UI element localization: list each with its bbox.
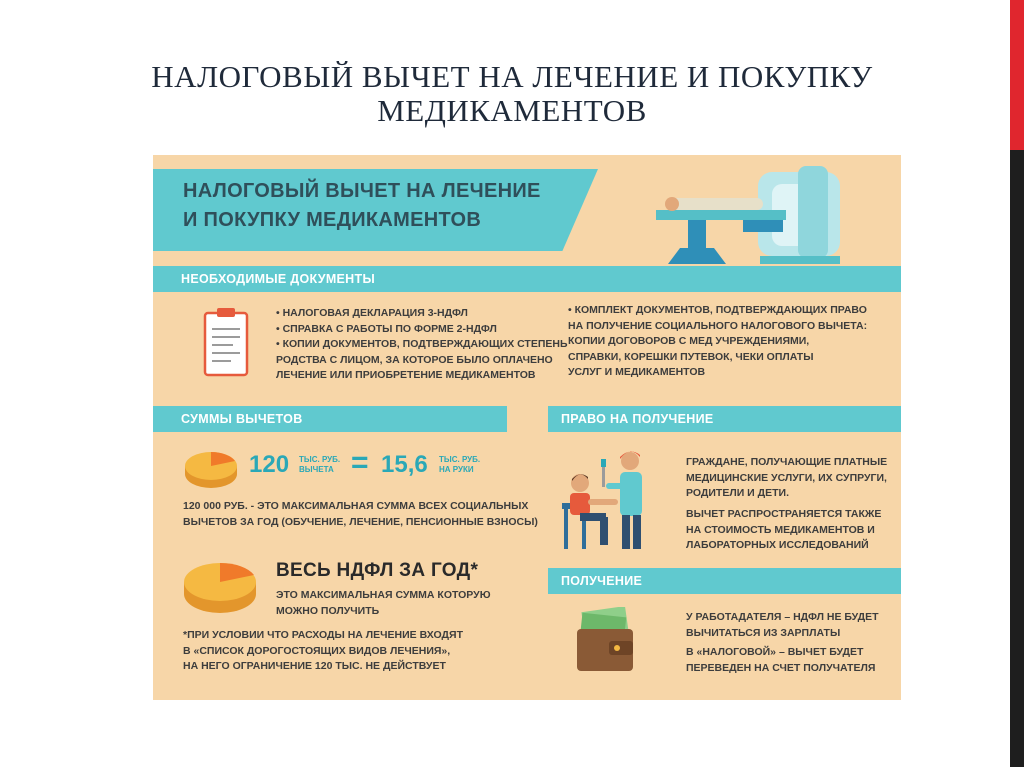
receiving-header: ПОЛУЧЕНИЕ [561, 574, 643, 588]
receiving-line: ВЫЧИТАТЬСЯ ИЗ ЗАРПЛАТЫ [686, 626, 841, 639]
sums-description [183, 499, 538, 530]
sum-amount: 120 [249, 451, 290, 478]
footnote-line: НА НЕГО ОГРАНИЧЕНИЕ 120 ТЫС. НЕ ДЕЙСТВУЕТ [183, 660, 446, 672]
slide-title [70, 60, 954, 128]
sums-desc-line: 120 000 РУБ. - ЭТО МАКСИМАЛЬНАЯ СУММА ВСЕХ СОЦИАЛЬНЫХ [183, 500, 529, 512]
footnote-line: В «СПИСОК ДОРОГОСТОЯЩИХ ВИДОВ ЛЕЧЕНИЯ», [183, 644, 451, 657]
banner-line-1: НАЛОГОВЫЙ ВЫЧЕТ НА ЛЕЧЕНИЕ [183, 180, 541, 202]
pie-chart-icon [181, 557, 259, 617]
banner-line-2: И ПОКУПКУ МЕДИКАМЕНТОВ [183, 209, 482, 231]
infographic [153, 155, 901, 700]
rights-line: МЕДИЦИНСКИЕ УСЛУГИ, ИХ СУПРУГИ, [686, 471, 887, 484]
receiving-line: У РАБОТАДАТЕЛЯ – НДФЛ НЕ БУДЕТ [686, 611, 879, 623]
rights-line: ВЫЧЕТ РАСПРОСТРАНЯЕТСЯ ТАКЖЕ [686, 508, 882, 520]
documents-right-list [568, 303, 867, 381]
slide-title-line-2: МЕДИКАМЕНТОВ [377, 93, 647, 128]
full-desc-line: МОЖНО ПОЛУЧИТЬ [276, 604, 380, 617]
sum-amount-label-2: ВЫЧЕТА [299, 465, 334, 474]
sum-amount-label [299, 455, 340, 475]
sum-result: 15,6 [381, 451, 428, 478]
sums-desc-line: ВЫЧЕТОВ ЗА ГОД (ОБУЧЕНИЕ, ЛЕЧЕНИЕ, ПЕНСИОННЫЕ ВЗНОСЫ) [183, 515, 538, 528]
list-item: РОДСТВА С ЛИЦОМ, ЗА КОТОРОЕ БЫЛО ОПЛАЧЕНО [276, 353, 553, 366]
sum-result-label [439, 455, 480, 475]
documents-header: НЕОБХОДИМЫЕ ДОКУМЕНТЫ [181, 272, 375, 286]
rights-line: РОДИТЕЛИ И ДЕТИ. [686, 487, 789, 499]
footnote-line: *ПРИ УСЛОВИИ ЧТО РАСХОДЫ НА ЛЕЧЕНИЕ ВХОДЯТ [183, 629, 463, 641]
receiving-line: ПЕРЕВЕДЕН НА СЧЕТ ПОЛУЧАТЕЛЯ [686, 661, 876, 674]
list-item: • НАЛОГОВАЯ ДЕКЛАРАЦИЯ 3-НДФЛ [276, 307, 468, 319]
receiving-paragraph-1 [686, 610, 879, 641]
receiving-line: В «НАЛОГОВОЙ» – ВЫЧЕТ БУДЕТ [686, 646, 864, 658]
rights-header: ПРАВО НА ПОЛУЧЕНИЕ [561, 412, 714, 426]
list-item: • СПРАВКА С РАБОТЫ ПО ФОРМЕ 2-НДФЛ [276, 322, 497, 335]
rights-line: ЛАБОРАТОРНЫХ ИССЛЕДОВАНИЙ [686, 539, 869, 551]
mri-scanner-icon [648, 160, 868, 268]
full-tax-title: ВЕСЬ НДФЛ ЗА ГОД* [276, 560, 479, 581]
documents-left-list [276, 306, 568, 384]
doctor-patient-icon [558, 445, 668, 555]
full-tax-description [276, 588, 491, 619]
slide-title-line-1: НАЛОГОВЫЙ ВЫЧЕТ НА ЛЕЧЕНИЕ И ПОКУПКУ [151, 59, 873, 94]
list-item: • КОМПЛЕКТ ДОКУМЕНТОВ, ПОДТВЕРЖДАЮЩИХ ПРАВО [568, 304, 867, 316]
sum-amount-label-1: ТЫС. РУБ. [299, 455, 341, 464]
clipboard-icon [203, 307, 249, 377]
rights-paragraph-2 [686, 507, 881, 554]
sum-result-label-2: НА РУКИ [439, 465, 474, 474]
wallet-icon [573, 607, 637, 673]
list-item: СПРАВКИ, КОРЕШКИ ПУТЕВОК, ЧЕКИ ОПЛАТЫ [568, 350, 814, 363]
receiving-paragraph-2 [686, 645, 875, 676]
pie-chart-icon [183, 448, 239, 490]
list-item: КОПИИ ДОГОВОРОВ С МЕД УЧРЕЖДЕНИЯМИ, [568, 335, 810, 347]
full-desc-line: ЭТО МАКСИМАЛЬНАЯ СУММА КОТОРУЮ [276, 589, 491, 601]
sum-result-label-1: ТЫС. РУБ. [439, 455, 481, 464]
rights-line: ГРАЖДАНЕ, ПОЛУЧАЮЩИЕ ПЛАТНЫЕ [686, 456, 888, 468]
slide-accent-red [1010, 0, 1024, 150]
infographic-banner-title [183, 177, 541, 235]
sums-header: СУММЫ ВЫЧЕТОВ [181, 412, 303, 426]
list-item: • КОПИИ ДОКУМЕНТОВ, ПОДТВЕРЖДАЮЩИХ СТЕПЕНЬ [276, 338, 568, 350]
rights-paragraph-1 [686, 455, 887, 502]
list-item: НА ПОЛУЧЕНИЕ СОЦИАЛЬНОГО НАЛОГОВОГО ВЫЧЕТА: [568, 319, 868, 332]
list-item: ЛЕЧЕНИЕ ИЛИ ПРИОБРЕТЕНИЕ МЕДИКАМЕНТОВ [276, 369, 536, 381]
rights-line: НА СТОИМОСТЬ МЕДИКАМЕНТОВ И [686, 523, 875, 536]
equals-sign: = [351, 446, 369, 479]
list-item: УСЛУГ И МЕДИКАМЕНТОВ [568, 366, 706, 378]
footnote [183, 628, 463, 675]
slide-accent-bar [1010, 0, 1024, 767]
